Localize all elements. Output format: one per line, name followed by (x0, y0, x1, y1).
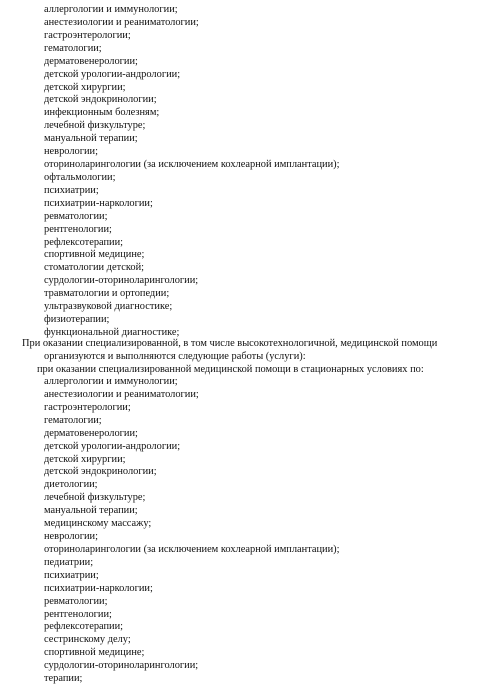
service-list-item: анестезиологии и реаниматологии; (44, 388, 199, 400)
service-list-item: неврологии; (44, 146, 98, 158)
service-list-item: оториноларингологии (за исключением кохлеарной имплантации); (44, 159, 340, 171)
service-list-item: физиотерапии; (44, 314, 110, 326)
service-list-item: ультразвуковой диагностике; (44, 301, 173, 313)
service-list-item: спортивной медицине; (44, 249, 145, 261)
service-list-item: лечебной физкультуре; (44, 492, 146, 504)
service-list-item: гастроэнтерологии; (44, 401, 131, 413)
service-list-item: терапии; (44, 673, 83, 685)
service-list-item: инфекционным болезням; (44, 107, 160, 119)
service-list-item: психиатрии-наркологии; (44, 582, 153, 594)
service-list-item: сестринскому делу; (44, 634, 131, 646)
paragraph-line-1: При оказании специализированной, в том числе высокотехнологичной, медицинской помощи (22, 338, 438, 349)
inpatient-care-subheading: при оказании специализированной медицинской помощи в стационарных условиях по: (37, 364, 424, 375)
service-list-item: мануальной терапии; (44, 505, 138, 517)
service-list-item: аллергологии и иммунологии; (44, 376, 178, 387)
service-list-item: рентгенологии; (44, 223, 112, 235)
service-list-item: ревматологии; (44, 210, 108, 222)
service-list-item: стоматологии детской; (44, 262, 145, 274)
service-list-item: спортивной медицине; (44, 647, 145, 659)
service-list-item: сурдологии-оториноларингологии; (44, 275, 199, 287)
service-list-item: гематологии; (44, 42, 102, 54)
service-list-item: психиатрии; (44, 184, 99, 196)
service-list-item: рентгенологии; (44, 608, 112, 620)
service-list-item: ревматологии; (44, 595, 108, 607)
service-list-item: лечебной физкультуре; (44, 120, 146, 132)
service-list-item: неврологии; (44, 531, 98, 543)
service-list-item: анестезиологии и реаниматологии; (44, 16, 199, 28)
service-list-item: медицинскому массажу; (44, 518, 152, 530)
service-list-item: дерматовенерологии; (44, 55, 138, 67)
service-list-item: дерматовенерологии; (44, 427, 138, 439)
service-list-item: детской эндокринологии; (44, 94, 157, 106)
service-list-item: детской урологии-андрологии; (44, 68, 181, 80)
service-list-item: психиатрии; (44, 569, 99, 581)
service-list-item: психиатрии-наркологии; (44, 197, 153, 209)
service-list-item: аллергологии и иммунологии; (44, 4, 178, 15)
service-list-item: рефлексотерапии; (44, 236, 124, 248)
service-list-item: гематологии; (44, 414, 102, 426)
service-list-item: гастроэнтерологии; (44, 29, 131, 41)
service-list-item: рефлексотерапии; (44, 621, 124, 633)
paragraph-line-2: организуются и выполняются следующие работы (услуги): (44, 351, 306, 362)
service-list-item: детской урологии-андрологии; (44, 440, 181, 452)
service-list-item: педиатрии; (44, 556, 94, 568)
service-list-item: функциональной диагностике; (44, 327, 180, 338)
service-list-item: детской хирургии; (44, 453, 126, 465)
service-list-item: детской хирургии; (44, 81, 126, 93)
service-list-item: офтальмологии; (44, 171, 116, 183)
service-list-item: мануальной терапии; (44, 133, 138, 145)
service-list-item: оториноларингологии (за исключением кохлеарной имплантации); (44, 543, 340, 555)
service-list-item: диетологии; (44, 479, 98, 491)
service-list-item: сурдологии-оториноларингологии; (44, 660, 199, 672)
service-list-item: травматологии и ортопедии; (44, 288, 170, 300)
service-list-item: детской эндокринологии; (44, 466, 157, 478)
